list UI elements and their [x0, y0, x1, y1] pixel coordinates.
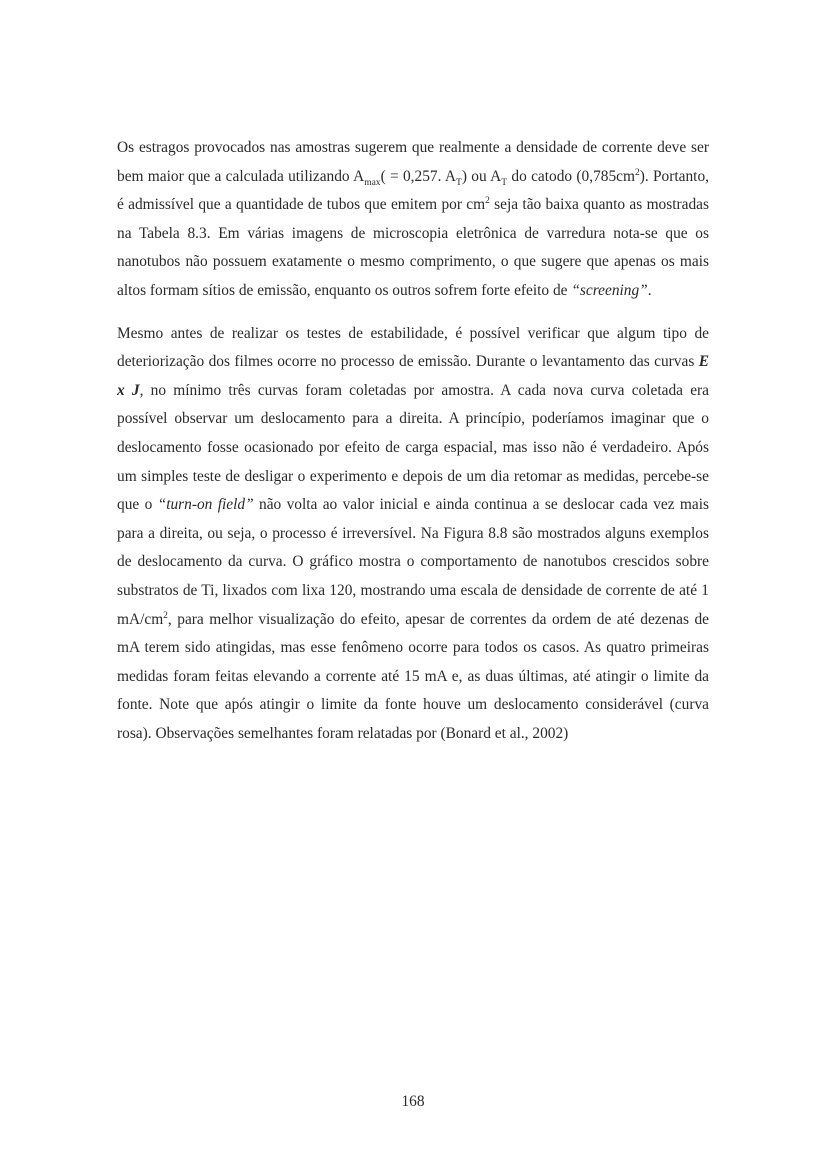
- text-run: do catodo (0,785cm: [507, 167, 635, 185]
- text-run: E x J: [117, 353, 709, 399]
- text-run: “turn-on field”: [157, 496, 254, 514]
- text-run: T: [501, 177, 508, 188]
- text-run: 2: [485, 196, 490, 207]
- text-run: , para melhor visualização do efeito, apesar de correntes da ordem de até dezenas de mA terem sido atingidas, mas esse fenômeno ocorre para todos os casos. As quatro primeiras medidas foram feitas elevando a corrente até 15 mA e, as duas últimas, até atingir o limite da fonte. Note que após atingir o limite da fonte houve um deslocamento considerável (curva rosa). Observações semelhantes foram relatadas por (Bonard et al., 2002): [117, 610, 709, 742]
- paragraph-2: [117, 320, 709, 749]
- text-run: “screening”: [571, 281, 648, 299]
- page-body: [117, 134, 709, 748]
- text-run: T: [456, 177, 462, 188]
- text-run: Os estragos provocados nas amostras sugerem que realmente a densidade de corrente deve ser bem maior que a calculada utilizando A: [117, 139, 709, 185]
- text-run: ) ou A: [461, 167, 502, 185]
- text-run: max: [364, 177, 381, 188]
- text-run: 2: [163, 610, 168, 621]
- text-run: ( = 0,257. A: [380, 167, 457, 185]
- paragraph-1: [117, 134, 709, 306]
- text-run: 2: [634, 167, 640, 178]
- text-run: Mesmo antes de realizar os testes de estabilidade, é possível verificar que algum tipo de deteriorização dos filmes ocorre no processo de emissão. Durante o levantamento das curvas: [117, 324, 709, 371]
- page-number: 168: [401, 1093, 425, 1110]
- text-run: não volta ao valor inicial e ainda continua a se deslocar cada vez mais para a direita, ou seja, o processo é irreversível. Na Figura 8.8 são mostrados alguns exemplos de deslocamento da curva. O gráfico mostra o comportamento de nanotubos crescidos sobre substratos de Ti, lixados com lixa 120, mostrando uma escala de densidade de corrente de até 1 mA/cm: [117, 496, 709, 628]
- text-run: seja tão baixa quanto as mostradas na Tabela 8.3. Em várias imagens de microscopia eletrônica de varredura nota-se que os nanotubos não possuem exatamente o mesmo comprimento, o que sugere que apenas os mais altos formam sítios de emissão, enquanto os outros sofrem forte efeito de: [117, 196, 709, 299]
- text-run: ). Portanto, é admissível que a quantidade de tubos que emitem por cm: [117, 167, 710, 214]
- text-run: .: [647, 281, 652, 299]
- text-run: , no mínimo três curvas foram coletadas por amostra. A cada nova curva coletada era possível observar um deslocamento para a direita. A princípio, poderíamos imaginar que o deslocamento fosse ocasionado por efeito de carga espacial, mas isso não é verdadeiro. Após um simples teste de desligar o experimento e depois de um dia retomar as medidas, percebe-se que o: [117, 381, 709, 514]
